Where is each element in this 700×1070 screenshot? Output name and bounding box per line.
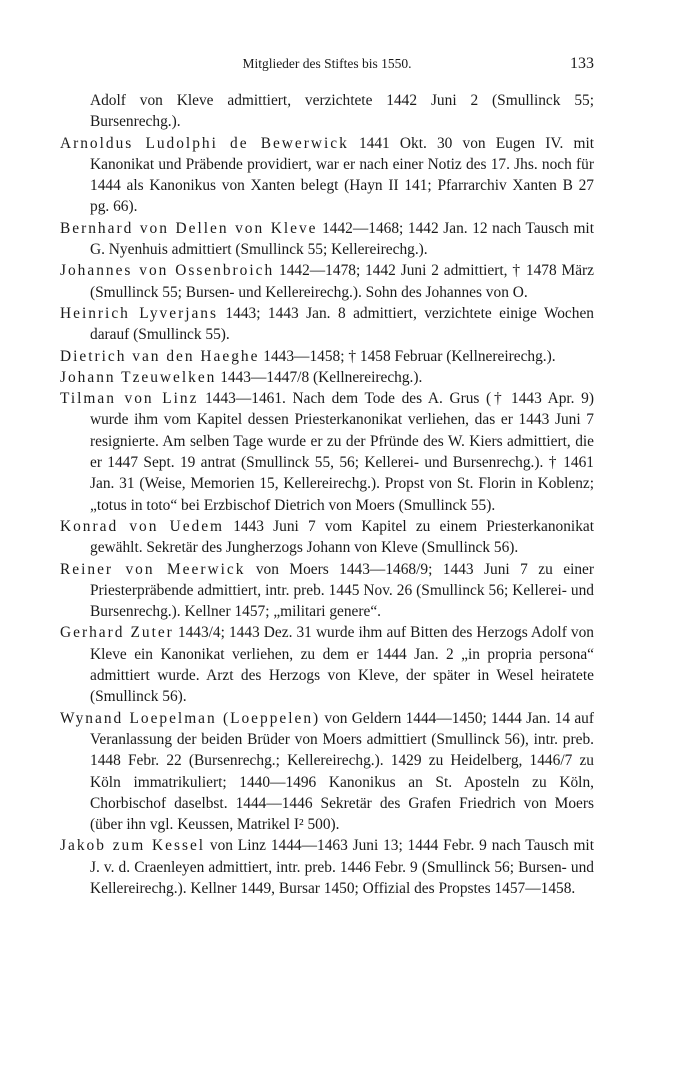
entry-text: 1443/4; 1443 Dez. 31 wurde ihm auf Bitten des Herzogs Adolf von Kleve ein Kanonikat verliehen, zu dem er 1444 Jan. 2 „in propria persona“ admittiert wurde. Arzt des Herzogs von Kleve, der später in Wesel heiratete (Smullinck 56). bbox=[90, 624, 594, 706]
entry-text: 1443; 1443 Jan. 8 admittiert, verzichtete einige Wochen darauf (Smullinck 55). bbox=[90, 304, 594, 344]
entry bbox=[60, 708, 594, 836]
person-name: Tilman von Linz bbox=[60, 390, 199, 408]
entry bbox=[60, 260, 594, 303]
person-name: Konrad von Uedem bbox=[60, 517, 225, 535]
entry bbox=[60, 346, 594, 367]
running-head bbox=[60, 56, 594, 80]
entry bbox=[60, 218, 594, 261]
entry bbox=[60, 133, 594, 218]
entry-text: 1443—1447/8 (Kellnereirechg.). bbox=[216, 368, 423, 386]
person-name: Jakob zum Kessel bbox=[60, 837, 206, 855]
entry bbox=[60, 388, 594, 516]
entry-text: von Moers 1443—1468/9; 1443 Juni 7 zu einer Priesterpräbende admittiert, intr. preb. 1445 Nov. 26 (Smullinck 56; Kellerei- und Bursenrechg.). Kellner 1457; „militari genere“. bbox=[90, 560, 595, 621]
person-name: Gerhard Zuter bbox=[60, 624, 174, 642]
person-name: Reiner von Meerwick bbox=[60, 560, 246, 578]
entry-text: 1443—1461. Nach dem Tode des A. Grus († 1443 Apr. 9) wurde ihm vom Kapitel dessen Priesterkanonikat verliehen, das er 1443 Juni 7 resignierte. Am selben Tage wurde er zu der Pfründe des W. Kiers admittiert, die er 1447 Sept. 19 antrat (Smullinck 55, 56; Kellerei- und Bursenrechg.). † 1461 Jan. 31 (Weise, Memorien 15, Kellereirechg.). Propst von St. Florin in Koblenz; „totus in toto“ bei Erzbischof Dietrich von Moers (Smullinck 55). bbox=[90, 390, 594, 514]
person-name: Wynand Loepelman (Loeppelen) bbox=[60, 709, 321, 727]
entry-text: von Geldern 1444—1450; 1444 Jan. 14 auf Veranlassung der beiden Brüder von Moers admittiert (Smullinck 56), intr. preb. 1448 Febr. 22 (Bursenrechg.; Kellereirechg.). 1429 zu Heidelberg, 1446/7 zu Köln immatrikuliert; 1440—1496 Kanonikus an St. Aposteln zu Köln, Chorbischof daselbst. 1444—1446 Sekretär des Grafen Friedrich von Moers (über ihn vgl. Keussen, Matrikel I² 500). bbox=[90, 709, 594, 834]
entry-text: 1442—1478; 1442 Juni 2 admittiert, † 1478 März (Smullinck 55; Bursen- und Kellereirechg.). Sohn des Johannes von O. bbox=[90, 262, 594, 301]
entry bbox=[60, 303, 594, 346]
person-name: Johann Tzeuwelken bbox=[60, 368, 217, 386]
entry-text: von Linz 1444—1463 Juni 13; 1444 Febr. 9 nach Tausch mit J. v. d. Craenleyen admittiert, intr. preb. 1446 Febr. 9 (Smullinck 56; Bursen- und Kellereirechg.). Kellner 1449, Bursar 1450; Offizial des Propstes 1457—1458. bbox=[90, 837, 594, 897]
entry-text: 1442—1468; 1442 Jan. 12 nach Tausch mit G. Nyenhuis admittiert (Smullinck 55; Kellereirechg.). bbox=[90, 219, 594, 259]
person-name: Johannes von Ossenbroich bbox=[60, 262, 275, 280]
entry bbox=[60, 622, 594, 707]
running-title: Mitglieder des Stiftes bis 1550. bbox=[242, 56, 412, 71]
page-number: 133 bbox=[570, 55, 594, 72]
entry-list bbox=[60, 90, 594, 899]
entry bbox=[60, 516, 594, 559]
entry bbox=[60, 559, 594, 623]
entry-text: Adolf von Kleve admittiert, verzichtete 1442 Juni 2 (Smullinck 55; Bursenrechg.). bbox=[90, 92, 594, 131]
entry-text: 1441 Okt. 30 von Eugen IV. mit Kanonikat und Präbende providiert, war er nach einer Notiz des 17. Jhs. noch für 1444 als Kanonikus von Xanten belegt (Hayn II 141; Pfarrarchiv Xanten B 27 pg. 66). bbox=[90, 134, 594, 216]
entry-text: 1443—1458; † 1458 Februar (Kellnereirechg.). bbox=[259, 347, 556, 365]
entry bbox=[60, 367, 594, 388]
document-page bbox=[60, 56, 594, 899]
entry-text: 1443 Juni 7 vom Kapitel zu einem Priesterkanonikat gewählt. Sekretär des Jungherzogs Johann von Kleve (Smullinck 56). bbox=[90, 517, 594, 557]
entry bbox=[60, 835, 594, 899]
person-name: Bernhard von Dellen von Kleve bbox=[60, 219, 318, 237]
entry-continuation bbox=[60, 90, 594, 133]
person-name: Dietrich van den Haeghe bbox=[60, 347, 260, 365]
person-name: Heinrich Lyverjans bbox=[60, 304, 218, 322]
person-name: Arnoldus Ludolphi de Bewerwick bbox=[60, 134, 349, 152]
